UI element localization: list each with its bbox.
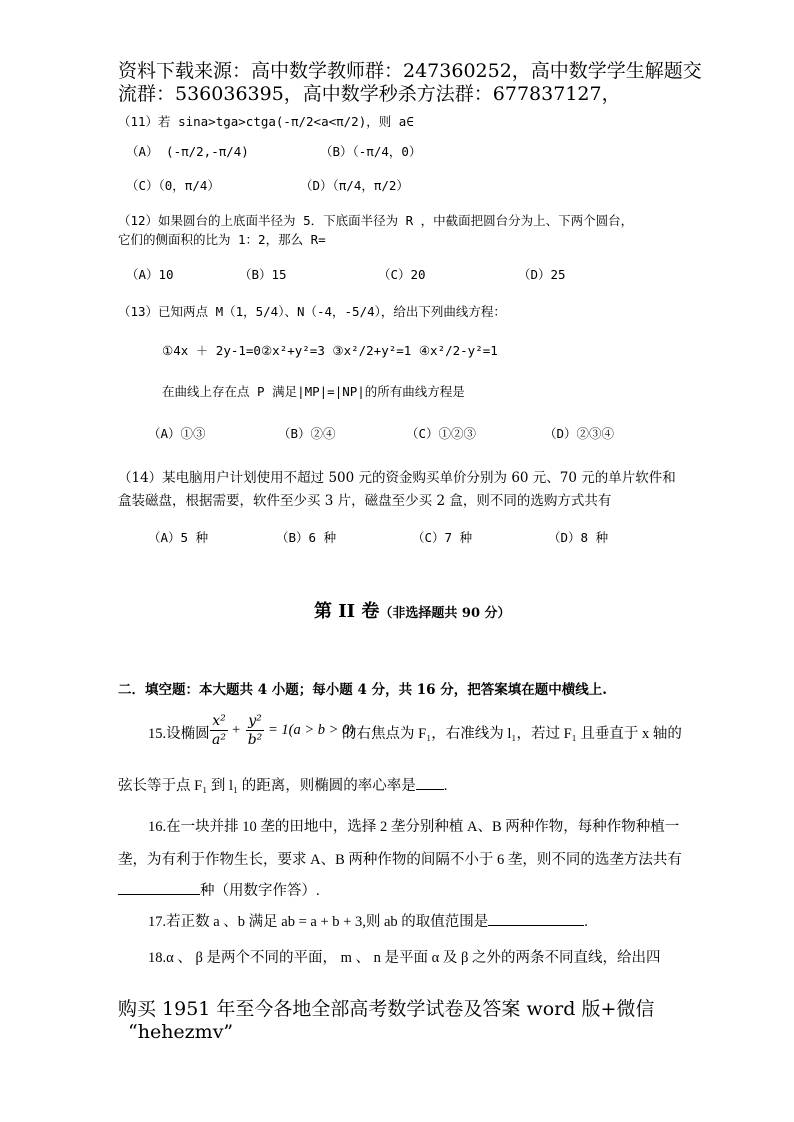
footer-line-2: “hehezmv” (128, 1021, 234, 1043)
q14-option-d: （D）8 种 (548, 530, 609, 545)
q13-option-a: （A）①③ (148, 426, 206, 441)
q15-prefix: 15.设椭圆 (148, 726, 210, 742)
q15-fraction-y (246, 713, 264, 748)
part-two-subtitle: （非选择题共 90 分） (379, 606, 511, 621)
q15-text: 的右焦点为 F₁，右准线为 l₁，若过 F₁ 且垂直于 x 轴的 (342, 726, 682, 742)
q11-stem: （11）若 sina>tga>ctga(-π/2<a<π/2)，则 a∈ (118, 114, 414, 129)
q15-line-2-text: 弦长等于点 F₁ 到 l₁ 的距离，则椭圆的率心率是 (118, 778, 416, 794)
q15-fraction-y-denominator: b² (247, 732, 263, 748)
q11-option-a: （A） (-π/2,-π/4) (126, 144, 249, 159)
q15-line-2 (118, 774, 447, 795)
q11-option-d: （D）（π/4，π/2） (300, 178, 409, 193)
q15-end: . (443, 778, 448, 794)
part-two-heading (314, 597, 511, 623)
q15-fraction-x-denominator: a² (212, 732, 226, 748)
q12-option-b: （B）15 (239, 267, 287, 282)
q15-condition: = 1(a > b > 0) (268, 722, 355, 738)
q14-option-c: （C）7 种 (412, 530, 473, 545)
q13-option-c: （C）①②③ (406, 426, 477, 441)
q11-option-c: （C）（0，π/4） (126, 178, 220, 193)
q13-option-d: （D）②③④ (544, 426, 615, 441)
q12-stem-line-1: （12）如果圆台的上底面半径为 5．下底面半径为 R ，中截面把圆台分为上、下两个圆台， (118, 213, 634, 228)
q12-stem-line-2: 它们的侧面积的比为 1：2，那么 R= (118, 232, 326, 247)
q16-line-2: 垄，为有利于作物生长，要求 A、B 两种作物的间隔不小于 6 垄，则不同的选垄方法共有 (118, 852, 682, 868)
header-line-2: 流群：536036395，高中数学秒杀方法群：677837127， (118, 83, 621, 105)
q14-option-b: （B）6 种 (276, 530, 337, 545)
q16-line-3-suffix: 种（用数字作答）. (200, 883, 320, 899)
q15-answer-blank (416, 775, 444, 790)
q13-option-b: （B）②④ (278, 426, 336, 441)
q17-line (148, 910, 588, 931)
q18-text: 18.α 、 β 是两个不同的平面， m 、 n 是平面 α 及 β 之外的两条不同直线，给出四 (148, 950, 661, 966)
q16-line-1: 16.在一块并排 10 垄的田地中，选择 2 垄分别种植 A、B 两种作物，每种作物种植一 (148, 819, 680, 835)
q12-option-a: （A）10 (126, 267, 174, 282)
q13-curve-list: ①4x ＋ 2y-1=0②x²+y²=3 ③x²/2+y²=1 ④x²/2-y²=1 (162, 343, 498, 358)
footer-line-1: 购买 1951 年至今各地全部高考数学试卷及答案 word 版+微信 (118, 998, 655, 1020)
q11-option-b: （B）（-π/4，0） (320, 144, 422, 159)
q13-stem: （13）已知两点 M（1，5/4）、N（-4，-5/4），给出下列曲线方程： (118, 304, 506, 319)
q15-fraction-y-numerator: y² (248, 713, 262, 729)
q14-stem-line-2: 盒装磁盘，根据需要，软件至少买 3 片，磁盘至少买 2 盒，则不同的选购方式共有 (118, 493, 612, 509)
q13-condition: 在曲线上存在点 P 满足|MP|=|NP|的所有曲线方程是 (162, 384, 465, 399)
q16-answer-blank (118, 880, 200, 895)
q16-line-3 (118, 879, 320, 900)
q12-option-c: （C）20 (378, 267, 426, 282)
q15-plus: + (232, 722, 241, 738)
header-line-1: 资料下载来源：高中数学教师群：247360252，高中数学学生解题交 (118, 60, 702, 82)
q12-option-d: （D）25 (518, 267, 566, 282)
q14-option-a: （A）5 种 (148, 530, 209, 545)
q17-end: . (584, 914, 588, 930)
q15-fraction-x (210, 713, 228, 748)
part-two-title: 第 II 卷 (314, 601, 380, 622)
q17-text: 17.若正数 a 、b 满足 ab = a + b + 3,则 ab 的取值范围是 (148, 914, 489, 930)
section-two-heading: 二．填空题：本大题共 4 小题；每小题 4 分，共 16 分，把答案填在题中横线上. (118, 682, 607, 698)
q14-stem-line-1: （14）某电脑用户计划使用不超过 500 元的资金购买单价分别为 60 元、70 元的单片软件和 (118, 470, 676, 486)
q17-answer-blank (488, 911, 584, 926)
q15-fraction-x-numerator: x² (212, 713, 226, 729)
